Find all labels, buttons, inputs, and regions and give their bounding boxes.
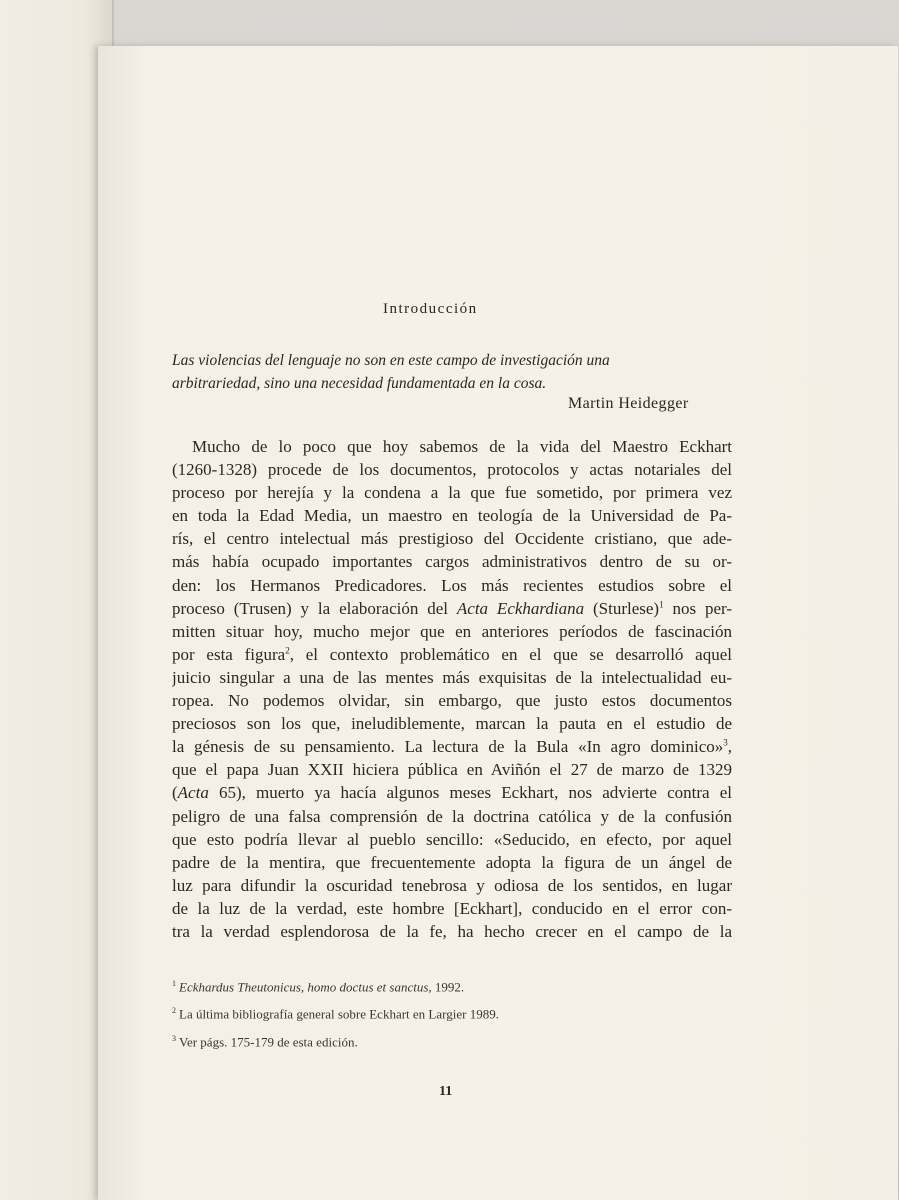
text-line: juicio singular a una de las mentes más exquisitas de la intelectualidad eu- — [172, 667, 732, 687]
footnote-text: , 1992. — [428, 979, 465, 995]
page-number: 11 — [439, 1084, 453, 1099]
footnote-ref: 3 — [723, 737, 728, 748]
chapter-heading: Introducción — [383, 301, 478, 317]
text-line: más había ocupado importantes cargos administrativos dentro de su or- — [172, 552, 732, 572]
text-line: proceso por herejía y la condena a la que fue sometido, por primera vez — [172, 483, 732, 503]
italic-title: Acta — [177, 783, 209, 803]
text-line: Mucho de lo poco que hoy sabemos de la vida del Maestro Eckhart — [192, 437, 732, 456]
text-segment: (Sturlese) — [584, 598, 660, 618]
text-segment: ( — [172, 783, 178, 803]
text-line: de la luz de la verdad, este hombre [Eckhart], conducido en el error con- — [172, 898, 732, 918]
text-segment: , — [727, 737, 732, 757]
footnote-text: Ver págs. 175-179 de esta edición. — [179, 1033, 358, 1049]
epigraph-line: arbitrariedad, sino una necesidad fundamentada en la cosa. — [172, 375, 547, 392]
text-line — [172, 781, 732, 804]
text-line: que el papa Juan XXII hiciera pública en Aviñón el 27 de marzo de 1329 — [172, 760, 732, 780]
text-line: preciosos son los que, ineludiblemente, marcan la pauta en el estudio de — [172, 714, 732, 734]
text-line: padre de la mentira, que frecuentemente adopta la figura de un ángel de — [172, 852, 732, 872]
text-line — [172, 735, 732, 758]
facing-page-edge — [0, 0, 114, 1200]
footnote-italic: Eckhardus Theutonicus, homo doctus et sanctus — [179, 979, 429, 995]
text-line: luz para difundir la oscuridad tenebrosa y odiosa de los sentidos, en lugar — [172, 875, 732, 895]
footnote-number: 2 — [172, 1006, 176, 1016]
body-paragraph — [172, 435, 732, 943]
text-line — [172, 643, 732, 666]
text-line: rís, el centro intelectual más prestigioso del Occidente cristiano, que ade- — [172, 529, 732, 549]
text-line: mitten situar hoy, mucho mejor que en anteriores períodos de fascinación — [172, 621, 732, 641]
text-segment: por esta figura — [172, 644, 286, 664]
footnotes — [172, 972, 732, 1054]
text-segment: la génesis de su pensamiento. La lectura de la Bula «In agro dominico» — [172, 737, 724, 757]
text-line: tra la verdad esplendorosa de la fe, ha hecho crecer en el campo de la — [172, 921, 732, 941]
footnote — [172, 999, 732, 1026]
text-line: en toda la Edad Media, un maestro en teología de la Universidad de Pa- — [172, 506, 732, 526]
text-segment: nos per- — [663, 598, 732, 618]
text-line: que esto podría llevar al pueblo sencillo: «Seducido, en efecto, por aquel — [172, 829, 732, 849]
text-segment: , el contexto problemático en el que se desarrolló aquel — [289, 644, 732, 664]
text-line: ropea. No podemos olvidar, sin embargo, que justo estos documentos — [172, 691, 732, 711]
footnote-text: La última bibliografía general sobre Eckhart en Largier 1989. — [179, 1006, 499, 1022]
text-segment: 65), muerto ya hacía algunos meses Eckhart, nos advierte contra el — [208, 783, 732, 803]
text-line: peligro de una falsa comprensión de la doctrina católica y de la confusión — [172, 806, 732, 826]
epigraph-line: Las violencias del lenguaje no son en este campo de investigación una — [172, 352, 610, 369]
footnote — [172, 1027, 732, 1054]
epigraph-author: Martin Heidegger — [568, 395, 689, 412]
epigraph-quote — [172, 349, 730, 395]
footnote-ref: 1 — [659, 599, 664, 609]
footnote — [172, 972, 732, 999]
text-line — [172, 597, 732, 620]
footnote-number: 1 — [172, 979, 176, 988]
footnote-number: 3 — [172, 1033, 176, 1043]
text-line: den: los Hermanos Predicadores. Los más recientes estudios sobre el — [172, 575, 732, 595]
italic-title: Acta Eckhardiana — [456, 598, 585, 618]
text-segment: proceso (Trusen) y la elaboración del — [172, 598, 449, 618]
footnote-ref: 2 — [285, 645, 290, 656]
text-line: (1260-1328) procede de los documentos, protocolos y actas notariales del — [172, 460, 732, 480]
